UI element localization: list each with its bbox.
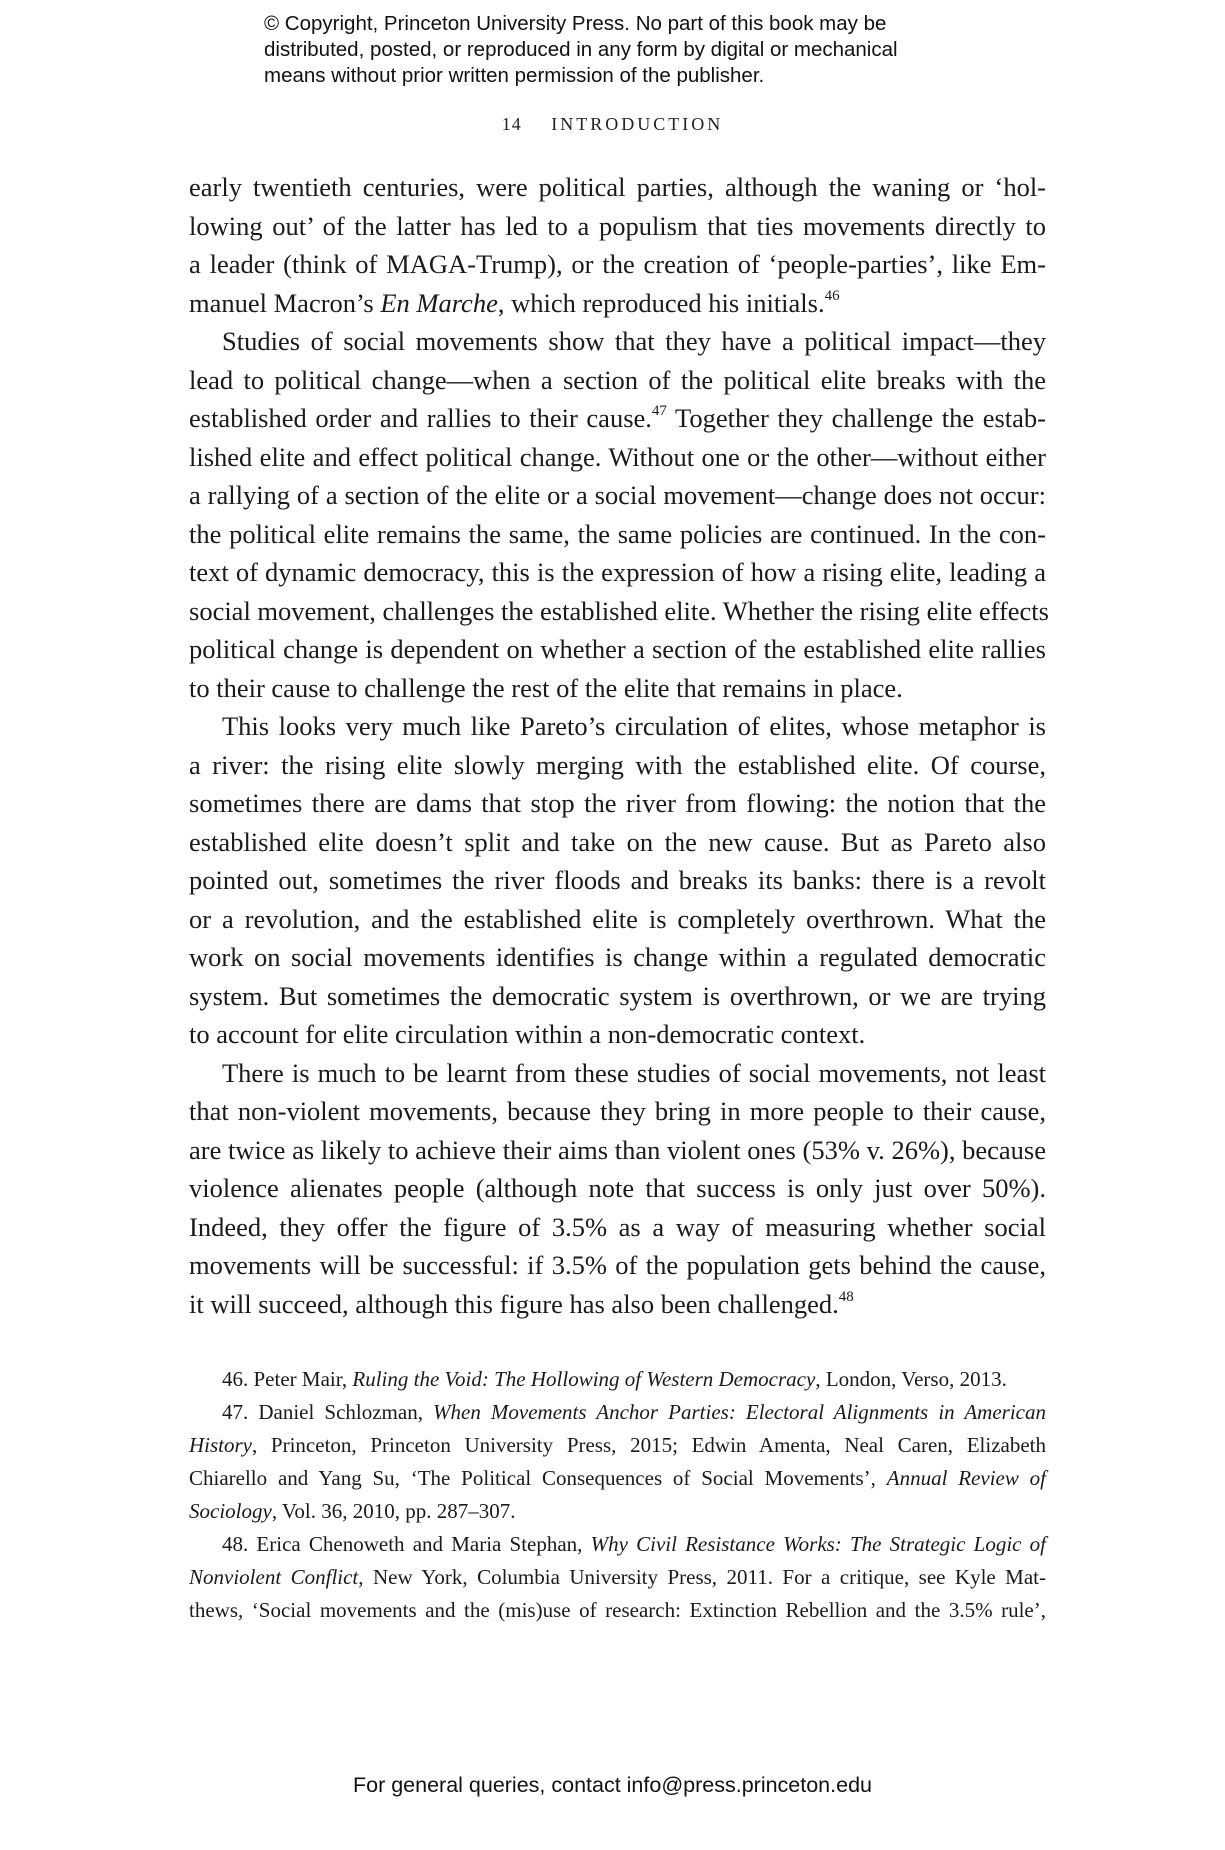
text-line bbox=[189, 361, 1046, 400]
text-line bbox=[189, 823, 1046, 862]
copyright-line: means without prior written permission of the publisher. bbox=[264, 64, 765, 87]
line-text: violence alienates people (although note that success is only just over 50%). bbox=[189, 1173, 1046, 1203]
text-line bbox=[189, 1594, 1046, 1627]
line-text: the political elite remains the same, the same policies are continued. In the con- bbox=[189, 518, 1046, 549]
italic-title: Ruling the Void: The Hollowing of Western Democracy bbox=[352, 1367, 816, 1391]
line-text: , which reproduced his initials. bbox=[497, 287, 825, 318]
text-line bbox=[189, 1462, 1046, 1495]
line-text: movements will be successful: if 3.5% of the population gets behind the cause, bbox=[189, 1250, 1046, 1280]
text-line bbox=[189, 900, 1046, 939]
line-text: Studies of social movements show that they have a political impact—they bbox=[222, 326, 1046, 356]
text-line bbox=[189, 207, 1046, 246]
text-line bbox=[189, 1528, 1046, 1561]
copyright-line: © Copyright, Princeton University Press. No part of this book may be bbox=[264, 12, 887, 35]
line-text: pointed out, sometimes the river floods and breaks its banks: there is a revolt bbox=[189, 865, 1046, 895]
line-text: system. But sometimes the democratic system is overthrown, or we are trying bbox=[189, 980, 1046, 1011]
text-line bbox=[189, 1054, 1046, 1093]
text-line bbox=[189, 168, 1046, 207]
text-line bbox=[189, 515, 1046, 554]
italic-title: Why Civil Resistance Works: The Strategic Logic of bbox=[590, 1532, 1046, 1556]
line-text: sometimes there are dams that stop the river from flowing: the notion that the bbox=[189, 788, 1046, 818]
line-text: lead to political change—when a section of the political elite breaks with the bbox=[189, 364, 1046, 395]
text-line bbox=[189, 399, 1046, 438]
line-text: a river: the rising elite slowly merging with the established elite. Of course, bbox=[189, 749, 1046, 780]
line-text: early twentieth centuries, were political parties, although the waning or ‘hol- bbox=[189, 172, 1046, 202]
line-text: that non-violent movements, because they bring in more people to their cause, bbox=[189, 1096, 1046, 1126]
line-text: thews, ‘Social movements and the (mis)use of research: Extinction Rebellion and the 3.5% rule’, bbox=[189, 1598, 1046, 1622]
running-head bbox=[0, 114, 1225, 135]
text-line bbox=[189, 938, 1046, 977]
line-text: , Vol. 36, 2010, pp. 287–307. bbox=[271, 1499, 516, 1523]
text-line bbox=[189, 245, 1046, 284]
paragraph bbox=[189, 322, 1049, 707]
text-line bbox=[189, 630, 1046, 669]
line-text: lowing out’ of the latter has led to a populism that ties movements directly to bbox=[189, 210, 1046, 241]
text-line bbox=[189, 707, 1046, 746]
line-text: social movement, challenges the established elite. Whether the rising elite effects bbox=[189, 595, 1049, 626]
text-line bbox=[189, 1131, 1046, 1170]
text-line bbox=[189, 669, 1046, 708]
line-text: , Princeton, Princeton University Press, 2015; Edwin Amenta, Neal Caren, Elizabeth bbox=[252, 1433, 1046, 1457]
text-line bbox=[189, 438, 1046, 477]
line-text: Chiarello and Yang Su, ‘The Political Consequences of Social Movements’, bbox=[189, 1466, 887, 1490]
text-line bbox=[189, 861, 1046, 900]
footer-contact: For general queries, contact info@press.princeton.edu bbox=[352, 1773, 872, 1797]
footnote bbox=[189, 1396, 1046, 1528]
text-line bbox=[189, 1169, 1046, 1208]
footnote bbox=[189, 1528, 1046, 1627]
line-text: are twice as likely to achieve their aims than violent ones (53% v. 26%), because bbox=[189, 1134, 1046, 1165]
line-text: 46. Peter Mair, bbox=[222, 1367, 353, 1391]
italic-title: Annual Review of bbox=[886, 1466, 1046, 1490]
text-line bbox=[189, 1495, 1046, 1528]
text-line bbox=[189, 1246, 1046, 1285]
footnote-marker: 47 bbox=[651, 403, 667, 420]
line-text: to their cause to challenge the rest of the elite that remains in place. bbox=[189, 672, 903, 703]
line-text: lished elite and effect political change. Without one or the other—without either bbox=[189, 441, 1046, 472]
text-line bbox=[189, 1285, 1046, 1324]
text-line bbox=[189, 1561, 1046, 1594]
copyright-notice bbox=[264, 11, 1024, 89]
line-text: political change is dependent on whether a section of the established elite rallies bbox=[189, 634, 1046, 664]
page-number: 14 bbox=[501, 114, 522, 134]
text-line bbox=[189, 592, 1049, 631]
main-text bbox=[189, 168, 1049, 1323]
paragraph bbox=[189, 1054, 1046, 1324]
italic-title: History bbox=[189, 1433, 252, 1457]
copyright-line: distributed, posted, or reproduced in any form by digital or mechanical bbox=[264, 38, 898, 61]
text-line bbox=[189, 1015, 1046, 1054]
text-line bbox=[189, 322, 1046, 361]
line-text: , New York, Columbia University Press, 2011. For a critique, see Kyle Mat- bbox=[358, 1565, 1047, 1589]
paragraph bbox=[189, 707, 1046, 1054]
text-line bbox=[189, 1363, 1046, 1396]
text-line bbox=[189, 553, 1046, 592]
italic-title: Sociology bbox=[189, 1499, 272, 1523]
footnotes bbox=[189, 1363, 1046, 1627]
line-text: established order and rallies to their cause. bbox=[189, 403, 652, 433]
line-text: This looks very much like Pareto’s circulation of elites, whose metaphor is bbox=[222, 711, 1046, 741]
line-text: a leader (think of MAGA-Trump), or the creation of ‘people-parties’, like Em- bbox=[189, 249, 1046, 279]
italic-title: Nonviolent Conflict bbox=[189, 1565, 359, 1589]
line-text: work on social movements identifies is change within a regulated democratic bbox=[189, 942, 1046, 972]
footnote bbox=[189, 1363, 1046, 1396]
italic-title: When Movements Anchor Parties: Electoral Alignments in American bbox=[433, 1400, 1046, 1424]
line-text: a rallying of a section of the elite or a social movement—change does not occur: bbox=[189, 480, 1046, 510]
line-text: text of dynamic democracy, this is the expression of how a rising elite, leading a bbox=[189, 557, 1046, 587]
italic-title: En Marche bbox=[380, 287, 498, 318]
text-line bbox=[189, 1092, 1046, 1131]
line-text: established elite doesn’t split and take on the new cause. But as Pareto also bbox=[189, 826, 1046, 857]
text-line bbox=[189, 476, 1046, 515]
text-line bbox=[189, 1208, 1046, 1247]
line-text: There is much to be learnt from these studies of social movements, not least bbox=[222, 1057, 1046, 1088]
line-text: it will succeed, although this figure has also been challenged. bbox=[189, 1288, 839, 1319]
line-text: to account for elite circulation within a non-democratic context. bbox=[189, 1019, 866, 1049]
text-line bbox=[189, 977, 1046, 1016]
text-line bbox=[189, 784, 1046, 823]
line-text: manuel Macron’s bbox=[189, 287, 381, 318]
paragraph bbox=[189, 168, 1046, 322]
footnote-marker: 48 bbox=[838, 1288, 854, 1305]
line-text: or a revolution, and the established elite is completely overthrown. What the bbox=[189, 903, 1046, 934]
text-line bbox=[189, 1429, 1046, 1462]
text-line bbox=[189, 1396, 1046, 1429]
footnote-marker: 46 bbox=[824, 287, 840, 304]
text-line bbox=[189, 746, 1046, 785]
line-text: 48. Erica Chenoweth and Maria Stephan, bbox=[222, 1532, 591, 1556]
text-line bbox=[189, 284, 1046, 323]
chapter-title: INTRODUCTION bbox=[551, 114, 724, 134]
line-text: , London, Verso, 2013. bbox=[815, 1367, 1007, 1391]
line-text: Indeed, they offer the figure of 3.5% as a way of measuring whether social bbox=[189, 1211, 1046, 1242]
line-text: Together they challenge the estab- bbox=[666, 403, 1046, 433]
line-text: 47. Daniel Schlozman, bbox=[222, 1400, 434, 1424]
